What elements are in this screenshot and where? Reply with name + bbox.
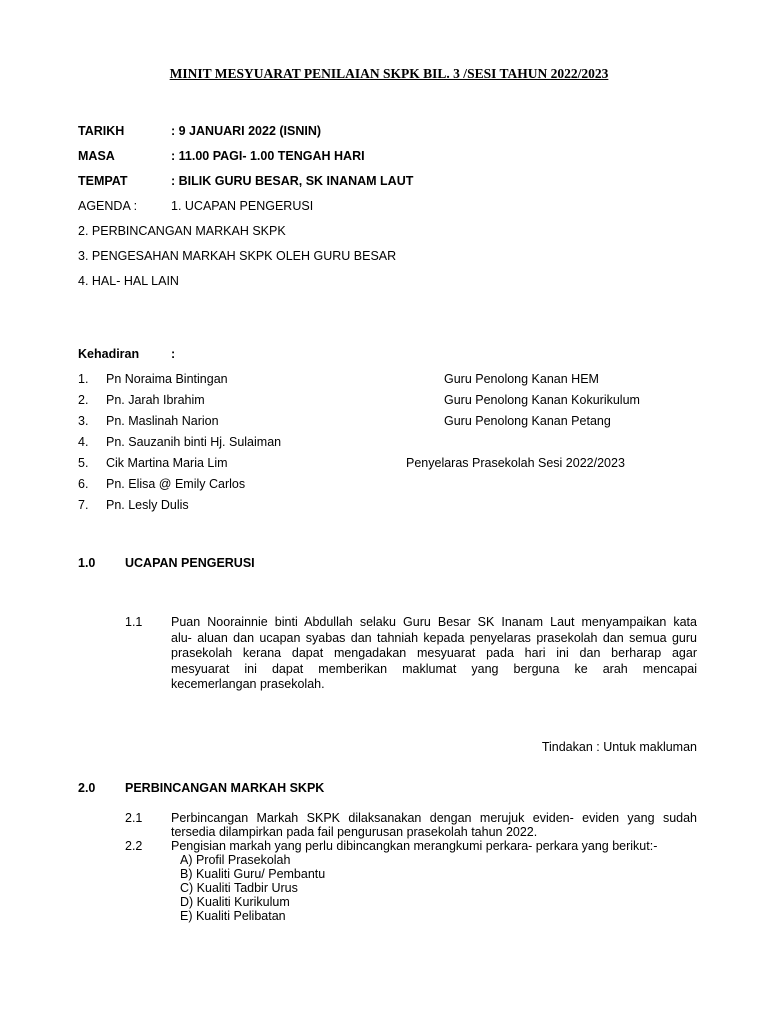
paragraph-line: Perbincangan Markah SKPK dilaksanakan dengan merujuk eviden- eviden yang sudah [171, 811, 697, 825]
attendance-name: Pn Noraima Bintingan [106, 372, 228, 386]
agenda-item: 1. UCAPAN PENGERUSI [171, 199, 314, 213]
attendance-num: 1. [78, 372, 89, 386]
sub-item: C) Kualiti Tadbir Urus [180, 881, 298, 895]
attendance-role: Penyelaras Prasekolah Sesi 2022/2023 [406, 456, 625, 470]
agenda-item: 3. PENGESAHAN MARKAH SKPK OLEH GURU BESAR [78, 249, 397, 263]
attendance-name: Pn. Maslinah Narion [106, 414, 219, 428]
attendance-name: Pn. Elisa @ Emily Carlos [106, 477, 246, 491]
meta-value-tarikh: : 9 JANUARI 2022 (ISNIN) [171, 124, 322, 138]
attendance-role: Guru Penolong Kanan Petang [444, 414, 611, 428]
item-number: 1.1 [125, 615, 143, 629]
agenda-item: 4. HAL- HAL LAIN [78, 274, 179, 288]
attendance-num: 5. [78, 456, 89, 470]
attendance-num: 6. [78, 477, 89, 491]
agenda-label: AGENDA : [78, 199, 138, 213]
paragraph-line: tersedia dilampirkan pada fail pengurusan prasekolah tahun 2022. [171, 825, 538, 839]
attendance-num: 2. [78, 393, 89, 407]
sub-item: D) Kualiti Kurikulum [180, 895, 290, 909]
attendance-name: Pn. Jarah Ibrahim [106, 393, 205, 407]
paragraph-line: prasekolah kerana dapat mengadakan mesyuarat pada hari ini dan berharap agar [171, 646, 697, 660]
action-note: Tindakan : Untuk makluman [541, 740, 697, 754]
meta-label-masa: MASA [78, 149, 115, 163]
paragraph-line: mesyuarat ini dapat memberikan maklumat yang berguna ke arah mencapai [171, 661, 697, 676]
attendance-name: Cik Martina Maria Lim [106, 456, 228, 470]
paragraph-line: alu- aluan dan ucapan syabas dan tahniah kepada penyelaras prasekolah dan semua guru [171, 630, 697, 645]
section-heading: PERBINCANGAN MARKAH SKPK [125, 781, 325, 795]
attendance-num: 4. [78, 435, 89, 449]
meta-label-tempat: TEMPAT [78, 174, 128, 188]
attendance-name: Pn. Lesly Dulis [106, 498, 189, 512]
document-title: MINIT MESYUARAT PENILAIAN SKPK BIL. 3 /SESI TAHUN 2022/2023 [169, 66, 609, 81]
agenda-item: 2. PERBINCANGAN MARKAH SKPK [78, 224, 286, 238]
section-number: 2.0 [78, 781, 96, 795]
attendance-role: Guru Penolong Kanan Kokurikulum [444, 393, 640, 407]
section-heading: UCAPAN PENGERUSI [125, 556, 255, 570]
sub-item: A) Profil Prasekolah [180, 853, 291, 867]
sub-item: B) Kualiti Guru/ Pembantu [180, 867, 326, 881]
paragraph-line: kecemerlangan prasekolah. [171, 677, 325, 691]
meta-value-tempat: : BILIK GURU BESAR, SK INANAM LAUT [171, 174, 414, 188]
section-number: 1.0 [78, 556, 96, 570]
attendance-num: 7. [78, 498, 89, 512]
paragraph-line: Pengisian markah yang perlu dibincangkan merangkumi perkara- perkara yang berikut:- [171, 839, 658, 853]
sub-item: E) Kualiti Pelibatan [180, 909, 286, 923]
meta-label-tarikh: TARIKH [78, 124, 125, 138]
item-number: 2.2 [125, 839, 143, 853]
attendance-role: Guru Penolong Kanan HEM [444, 372, 599, 386]
item-number: 2.1 [125, 811, 143, 825]
attendance-num: 3. [78, 414, 89, 428]
attendance-colon: : [171, 347, 176, 361]
attendance-label: Kehadiran [78, 347, 140, 361]
attendance-name: Pn. Sauzanih binti Hj. Sulaiman [106, 435, 282, 449]
meta-value-masa: : 11.00 PAGI- 1.00 TENGAH HARI [171, 149, 365, 163]
paragraph-line: Puan Noorainnie binti Abdullah selaku Guru Besar SK Inanam Laut menyampaikan kata [171, 615, 697, 629]
